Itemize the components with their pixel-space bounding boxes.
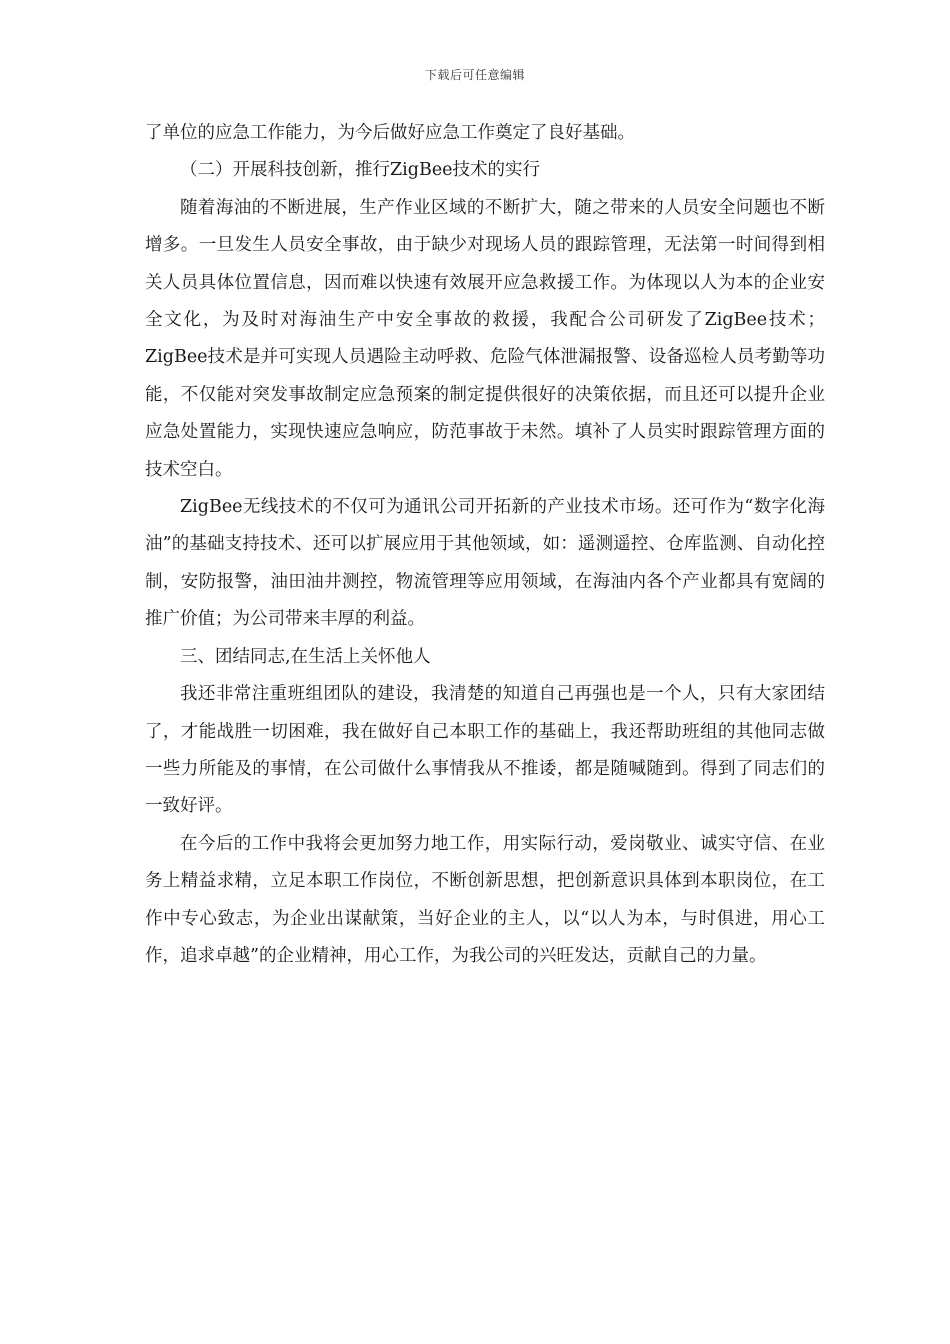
document-body	[145, 115, 825, 975]
section-heading-2: （二）开展科技创新，推行ZigBee技术的实行	[180, 160, 541, 181]
paragraph-conclusion: 在今后的工作中我将会更加努力地工作，用实际行动，爱岗敬业、诚实守信、在业务上精益求精，立足本职工作岗位，不断创新思想，把创新意识具体到本职岗位，在工作中专心致志，为企业出谋献策，当好企业的主人，以“以人为本，与时俱进，用心工作，追求卓越”的企业精神，用心工作，为我公司的兴旺发达，贡献自己的力量。	[145, 833, 825, 966]
paragraph-zigbee-applications: ZigBee无线技术的不仅可为通讯公司开拓新的产业技术市场。还可作为“数字化海油”的基础支持技术、还可以扩展应用于其他领域，如：遥测遥控、仓库监测、自动化控制，安防报警，油田油井测控，物流管理等应用领域，在海油内各个产业都具有宽阔的推广价值；为公司带来丰厚的利益。	[145, 497, 825, 630]
page-header: 下载后可任意编辑	[424, 68, 525, 82]
paragraph-zigbee-intro: 随着海油的不断进展，生产作业区域的不断扩大，随之带来的人员安全问题也不断增多。一旦发生人员安全事故，由于缺少对现场人员的跟踪管理，无法第一时间得到相关人员具体位置信息，因而难以快速有效展开应急救援工作。为体现以人为本的企业安全文化，为及时对海油生产中安全事故的救援，我配合公司研发了ZigBee技术；ZigBee技术是并可实现人员遇险主动呼救、危险气体泄漏报警、设备巡检人员考勤等功能，不仅能对突发事故制定应急预案的制定提供很好的决策依据，而且还可以提升企业应急处置能力，实现快速应急响应，防范事故于未然。填补了人员实时跟踪管理方面的技术空白。	[145, 197, 825, 480]
paragraph-teamwork: 我还非常注重班组团队的建设，我清楚的知道自己再强也是一个人，只有大家团结了，才能战胜一切困难，我在做好自己本职工作的基础上，我还帮助班组的其他同志做一些力所能及的事情，在公司做什么事情我从不推诿，都是随喊随到。得到了同志们的一致好评。	[145, 684, 825, 817]
paragraph-1: 了单位的应急工作能力，为今后做好应急工作奠定了良好基础。	[145, 123, 635, 143]
section-heading-3: 三、团结同志,在生活上关怀他人	[180, 646, 431, 667]
